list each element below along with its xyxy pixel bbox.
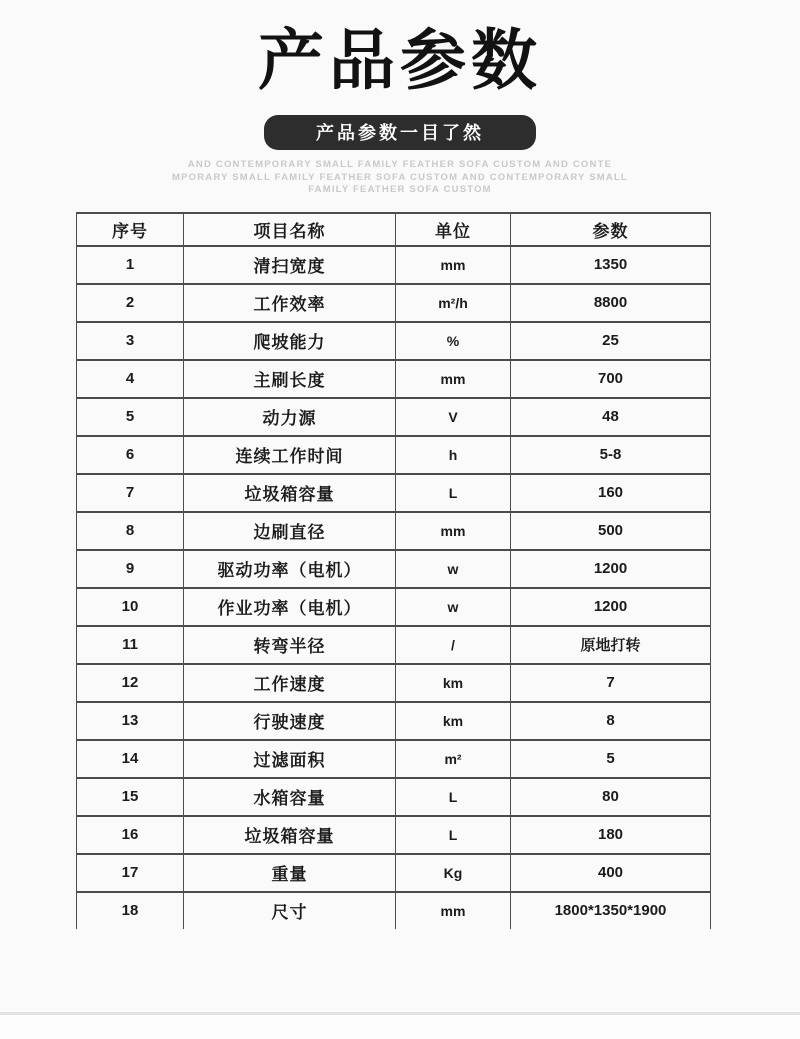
header-value: 参数 (511, 213, 711, 246)
cell-unit: w (396, 588, 511, 626)
cell-item-name: 边刷直径 (184, 512, 396, 550)
cell-index: 16 (77, 816, 184, 854)
cell-index: 11 (77, 626, 184, 664)
cell-item-name: 驱动功率（电机） (184, 550, 396, 588)
cell-item-name: 工作速度 (184, 664, 396, 702)
cell-unit: w (396, 550, 511, 588)
cell-unit: mm (396, 360, 511, 398)
cell-value: 5 (511, 740, 711, 778)
table-row (77, 360, 711, 398)
cell-unit: L (396, 778, 511, 816)
bottom-whitespace (0, 1015, 800, 1039)
cell-index: 15 (77, 778, 184, 816)
table-row (77, 284, 711, 322)
cell-item-name: 作业功率（电机） (184, 588, 396, 626)
cell-index: 7 (77, 474, 184, 512)
cell-unit: L (396, 474, 511, 512)
table-row (77, 246, 711, 284)
cell-value: 1350 (511, 246, 711, 284)
table-header-row (77, 213, 711, 246)
page-title: 产品参数 (258, 23, 542, 97)
cell-unit: m² (396, 740, 511, 778)
cell-unit: mm (396, 892, 511, 929)
cell-item-name: 重量 (184, 854, 396, 892)
cell-item-name: 连续工作时间 (184, 436, 396, 474)
cell-value: 8800 (511, 284, 711, 322)
cell-value: 25 (511, 322, 711, 360)
cell-item-name: 水箱容量 (184, 778, 396, 816)
cell-unit: / (396, 626, 511, 664)
table-row (77, 550, 711, 588)
banner-pill (264, 115, 536, 150)
subtext-line: MPORARY SMALL FAMILY FEATHER SOFA CUSTOM AND CONTEMPORARY SMALL (172, 171, 628, 183)
cell-index: 10 (77, 588, 184, 626)
cell-unit: h (396, 436, 511, 474)
cell-value: 1800*1350*1900 (511, 892, 711, 929)
cell-value: 700 (511, 360, 711, 398)
cell-value: 48 (511, 398, 711, 436)
table-row (77, 740, 711, 778)
cell-unit: L (396, 816, 511, 854)
cell-unit: m²/h (396, 284, 511, 322)
cell-index: 1 (77, 246, 184, 284)
cell-unit: % (396, 322, 511, 360)
cell-item-name: 爬坡能力 (184, 322, 396, 360)
cell-unit: mm (396, 512, 511, 550)
cell-value: 7 (511, 664, 711, 702)
table-row (77, 512, 711, 550)
cell-index: 13 (77, 702, 184, 740)
table-row (77, 892, 711, 929)
cell-value: 1200 (511, 550, 711, 588)
cell-index: 12 (77, 664, 184, 702)
table-row (77, 626, 711, 664)
cell-value: 180 (511, 816, 711, 854)
cell-index: 2 (77, 284, 184, 322)
product-parameters-table (76, 212, 711, 929)
cell-unit: km (396, 664, 511, 702)
cell-value: 1200 (511, 588, 711, 626)
subtext-line: FAMILY FEATHER SOFA CUSTOM (308, 184, 492, 196)
table-row (77, 436, 711, 474)
header-index: 序号 (77, 213, 184, 246)
cell-item-name: 工作效率 (184, 284, 396, 322)
header-unit: 单位 (396, 213, 511, 246)
cell-item-name: 垃圾箱容量 (184, 474, 396, 512)
table-row (77, 588, 711, 626)
table-body (77, 246, 711, 929)
cell-index: 14 (77, 740, 184, 778)
table-row (77, 664, 711, 702)
cell-item-name: 动力源 (184, 398, 396, 436)
table-row (77, 778, 711, 816)
cell-index: 6 (77, 436, 184, 474)
table-row (77, 322, 711, 360)
cell-value: 500 (511, 512, 711, 550)
decorative-subtext (0, 159, 800, 197)
table-row (77, 398, 711, 436)
cell-value: 8 (511, 702, 711, 740)
banner-text: 产品参数一目了然 (316, 123, 484, 144)
cell-index: 8 (77, 512, 184, 550)
cell-item-name: 清扫宽度 (184, 246, 396, 284)
cell-item-name: 主刷长度 (184, 360, 396, 398)
cell-value: 原地打转 (511, 626, 711, 664)
cell-item-name: 过滤面积 (184, 740, 396, 778)
cell-item-name: 尺寸 (184, 892, 396, 929)
cell-unit: V (396, 398, 511, 436)
cell-unit: mm (396, 246, 511, 284)
cell-value: 400 (511, 854, 711, 892)
cell-value: 160 (511, 474, 711, 512)
table-row (77, 854, 711, 892)
cell-index: 5 (77, 398, 184, 436)
cell-unit: km (396, 702, 511, 740)
table-row (77, 816, 711, 854)
cell-index: 9 (77, 550, 184, 588)
header-item-name: 项目名称 (184, 213, 396, 246)
cell-index: 4 (77, 360, 184, 398)
cell-index: 3 (77, 322, 184, 360)
cell-unit: Kg (396, 854, 511, 892)
cell-item-name: 转弯半径 (184, 626, 396, 664)
cell-index: 18 (77, 892, 184, 929)
cell-item-name: 行驶速度 (184, 702, 396, 740)
cell-value: 80 (511, 778, 711, 816)
table-row (77, 702, 711, 740)
cell-value: 5-8 (511, 436, 711, 474)
cell-index: 17 (77, 854, 184, 892)
table-row (77, 474, 711, 512)
cell-item-name: 垃圾箱容量 (184, 816, 396, 854)
subtext-line: AND CONTEMPORARY SMALL FAMILY FEATHER SOFA CUSTOM AND CONTE (187, 159, 613, 171)
